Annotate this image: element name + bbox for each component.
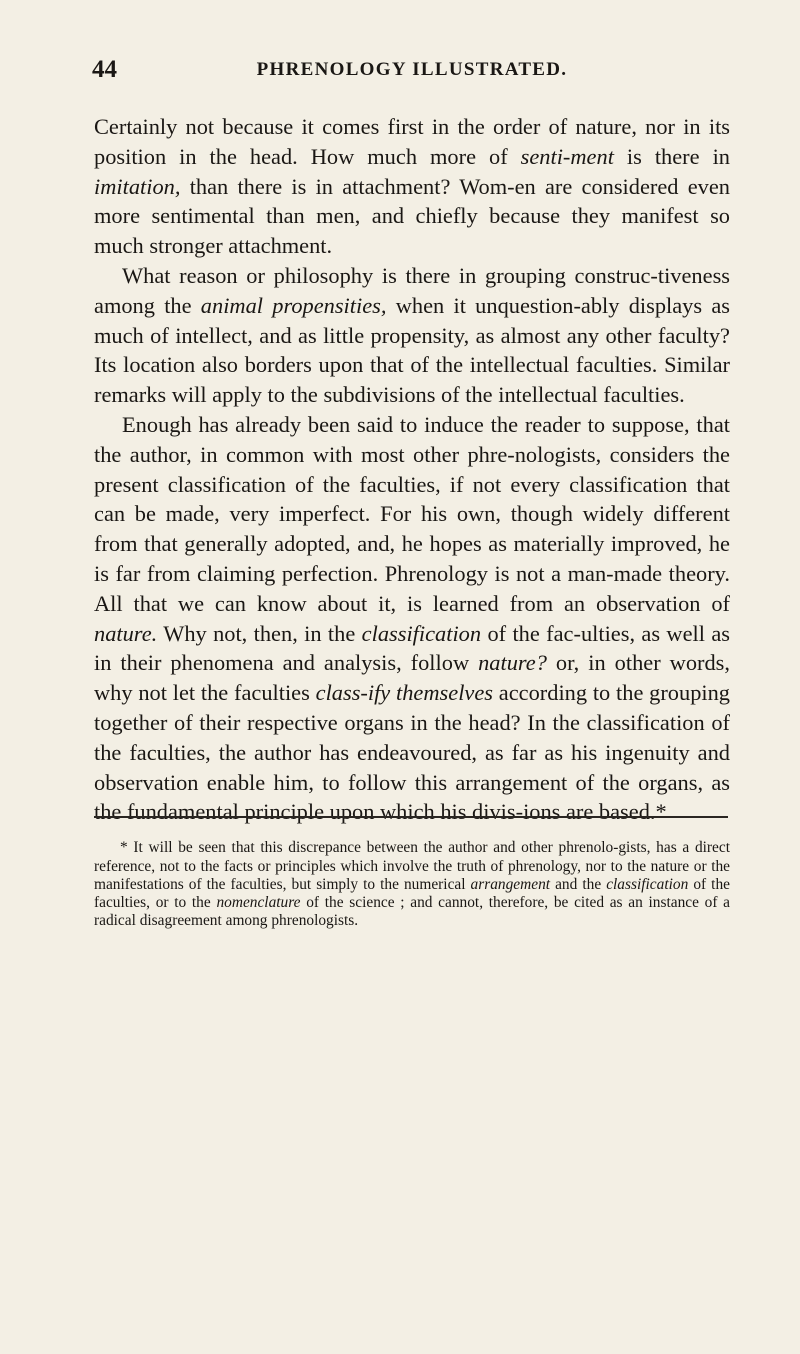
paragraph-3 — [94, 410, 730, 827]
text-run: or, in other words, why not let the faculties — [94, 650, 730, 706]
page-header — [92, 56, 732, 88]
paragraph-1 — [94, 112, 730, 261]
text-run: Why not, then, in the — [157, 620, 362, 646]
paragraph-2 — [94, 261, 730, 410]
text-run: of the faculties, or to the — [94, 875, 730, 911]
italic-run: animal propensities, — [200, 292, 387, 318]
italic-run: nature? — [478, 650, 547, 676]
text-run: Enough has already been said to induce the reader to suppose, that the author, in common with most other phre-nologists, considers the present classification of the faculties, if not every classification that can be made, very imperfect. For his own, though widely different from that generally adopted, and, he hopes as materially improved, he is far from claiming perfection. Phrenology is not a man-made theory. All that we can know about it, is learned from an observation of — [94, 411, 730, 616]
body-text — [94, 112, 730, 827]
text-run: and the — [550, 875, 607, 893]
page-number: 44 — [92, 56, 117, 83]
italic-run: nomenclature — [216, 894, 301, 911]
text-run: of the science ; and cannot, therefore, be cited as an instance of a radical disagreement among phrenologists. — [94, 894, 731, 930]
italic-run: nature. — [94, 620, 158, 646]
text-run: when it unquestion-ably displays as much of intellect, and as little propensity, as almost any other faculty? Its location also borders upon that of the intellectual faculties. Similar remarks will apply to the subdivisions of the intellectual faculties. — [94, 292, 730, 408]
text-run: What reason or philosophy is there in grouping construc-tiveness among the — [94, 262, 730, 318]
footnote-divider — [94, 816, 728, 818]
footnote — [94, 839, 730, 930]
italic-run: classification — [361, 620, 482, 646]
text-run: of the fac-ulties, as well as in their phenomena and analysis, follow — [94, 620, 730, 676]
italic-run: senti-ment — [520, 143, 614, 169]
running-head: PHRENOLOGY ILLUSTRATED. — [256, 59, 568, 80]
text-run: * It will be seen that this discrepance between the author and other phrenolo-gists, has a direct reference, not to the facts or principles which involve the truth of phrenology, nor to the nature or the manifestations of the faculties, but simply to the numerical — [94, 839, 730, 893]
italic-run: class-ify themselves — [315, 680, 494, 706]
italic-run: arrangement — [470, 875, 551, 893]
text-run: Certainly not because it comes first in the order of nature, nor in its position in the head. How much more of — [94, 114, 730, 169]
italic-run: imitation, — [94, 173, 181, 199]
text-run: than there is in attachment? Wom-en are considered even more sentimental than men, and chiefly because they manifest so much stronger attachment. — [94, 173, 730, 259]
italic-run: classification — [606, 875, 689, 893]
text-run: according to the grouping together of their respective organs in the head? In the classification of the faculties, the author has endeavoured, as far as his ingenuity and observation enable him, to follow this arrangement of the organs, as the fundamental principle upon which his divis-ions are based.* — [94, 680, 730, 825]
text-run: is there in — [613, 143, 730, 169]
